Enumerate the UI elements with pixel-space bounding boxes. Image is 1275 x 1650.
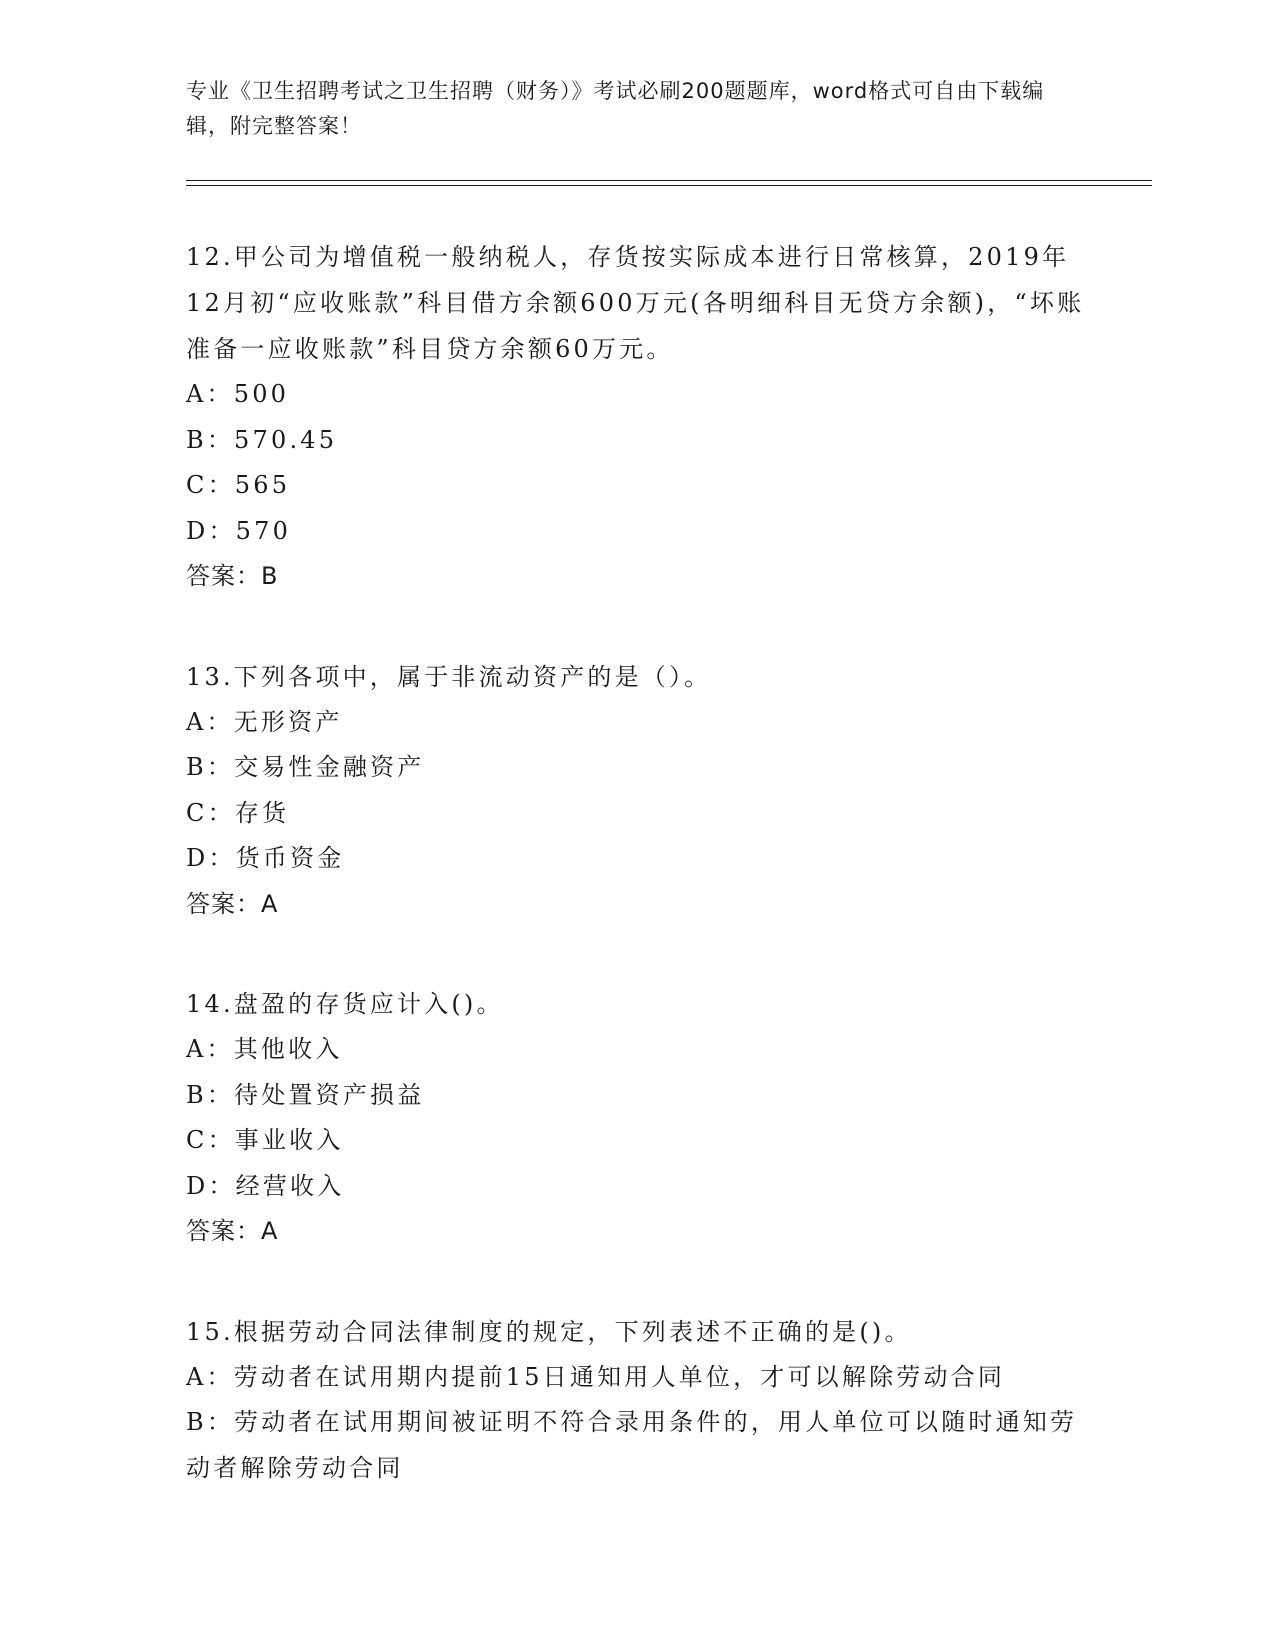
answer: 答案：A bbox=[186, 1217, 279, 1245]
question-15 bbox=[186, 1309, 1086, 1492]
option-d: D：570 bbox=[186, 516, 292, 545]
question-stem: 14.盘盈的存货应计入()。 bbox=[186, 990, 504, 1018]
question-stem: 15.根据劳动合同法律制度的规定，下列表述不正确的是()。 bbox=[186, 1317, 912, 1346]
answer: 答案：A bbox=[186, 889, 279, 918]
question-list bbox=[186, 234, 1086, 1545]
question-stem: 12.甲公司为增值税一般纳税人，存货按实际成本进行日常核算，2019年12月初“应收账款”科目借方余额600万元(各明细科目无贷方余额)，“坏账准备一应收账款”科目贷方余额60万元。 bbox=[186, 243, 1085, 363]
option-a: A：其他收入 bbox=[186, 1035, 343, 1063]
header-divider-bottom bbox=[186, 185, 1152, 186]
option-c: C：存货 bbox=[186, 798, 290, 827]
document-header: 专业《卫生招聘考试之卫生招聘（财务）》考试必刷200题题库，word格式可自由下载编辑，附完整答案！ bbox=[186, 79, 1045, 138]
question-12 bbox=[186, 234, 1086, 600]
option-b: B：交易性金融资产 bbox=[186, 753, 425, 781]
option-b: B：570.45 bbox=[186, 425, 338, 454]
answer: 答案：B bbox=[186, 562, 279, 590]
option-d: D：经营收入 bbox=[186, 1171, 345, 1200]
question-13 bbox=[186, 654, 1086, 928]
option-b: B：劳动者在试用期间被证明不符合录用条件的，用人单位可以随时通知劳动者解除劳动合同 bbox=[186, 1408, 1078, 1482]
option-c: C：事业收入 bbox=[186, 1126, 344, 1154]
question-14 bbox=[186, 981, 1086, 1255]
option-a: A：500 bbox=[186, 380, 290, 408]
option-b: B：待处置资产损益 bbox=[186, 1080, 425, 1109]
option-d: D：货币资金 bbox=[186, 844, 345, 872]
header-divider-top bbox=[186, 180, 1152, 181]
option-a: A：无形资产 bbox=[186, 707, 343, 736]
option-c: C：565 bbox=[186, 471, 291, 499]
option-a: A：劳动者在试用期内提前15日通知用人单位，才可以解除劳动合同 bbox=[186, 1362, 1006, 1391]
question-stem: 13.下列各项中，属于非流动资产的是（）。 bbox=[186, 662, 712, 691]
